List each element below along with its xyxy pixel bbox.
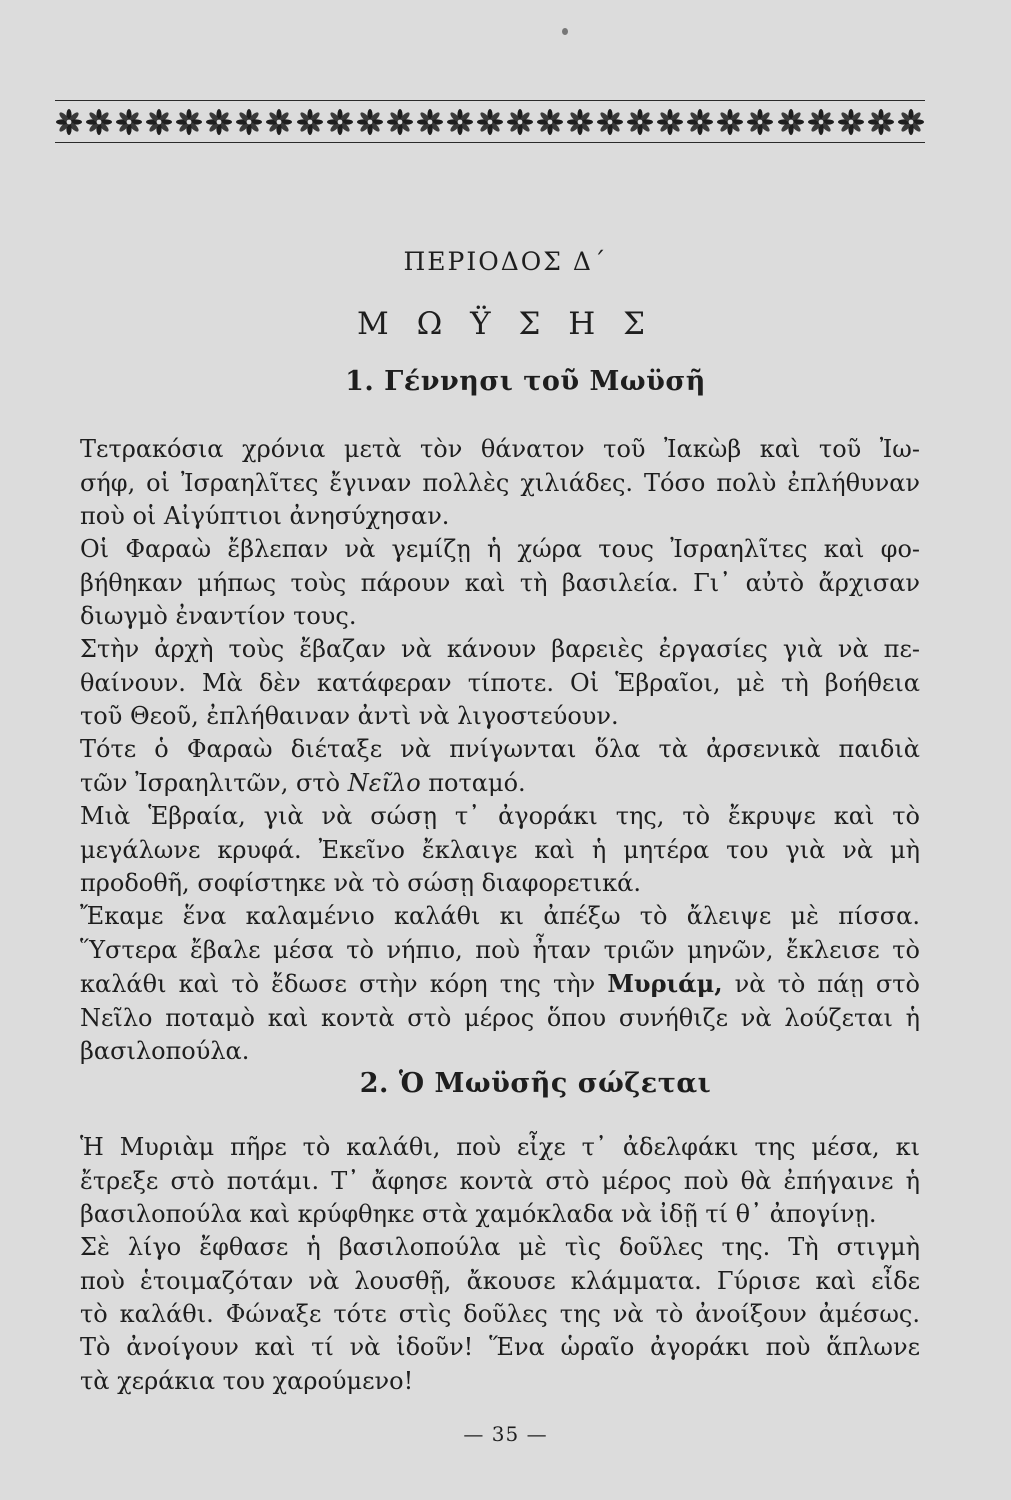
text-line: Στὴν ἀρχὴ τοὺς ἔβαζαν νὰ κάνουν βαρειὲς ἐργασίες γιὰ νὰ πε- bbox=[80, 635, 920, 663]
text-line: Σὲ λίγο ἔφθασε ἡ βασιλοπούλα μὲ τὶς δοῦλες της. Τὴ στιγμὴ bbox=[80, 1233, 920, 1261]
flower-ornament-icon bbox=[897, 108, 925, 136]
flower-ornament-icon bbox=[85, 108, 113, 136]
text-line: διωγμὸ ἐναντίον τους. bbox=[80, 602, 357, 630]
text-line: Οἱ Φαραὼ ἔβλεπαν νὰ γεμίζῃ ἡ χώρα τους Ἰσραηλῖτες καὶ φο- bbox=[80, 535, 920, 563]
flower-ornament-icon bbox=[716, 108, 744, 136]
flower-ornament-icon bbox=[837, 108, 865, 136]
text-line: τὰ χεράκια του χαρούμενο! bbox=[80, 1366, 414, 1395]
miriam-bold: Μυριάμ, bbox=[607, 969, 723, 998]
ornamental-header-band bbox=[55, 96, 925, 150]
flower-ornament-icon bbox=[175, 108, 203, 136]
paragraph-7 bbox=[80, 1131, 920, 1232]
flower-ornament-icon bbox=[115, 108, 143, 136]
flower-ornament-icon bbox=[596, 108, 624, 136]
paragraph-4 bbox=[80, 733, 920, 800]
ornament-flower-row bbox=[55, 105, 925, 139]
flower-ornament-icon bbox=[356, 108, 384, 136]
flower-ornament-icon bbox=[416, 108, 444, 136]
flower-ornament-icon bbox=[536, 108, 564, 136]
flower-ornament-icon bbox=[235, 108, 263, 136]
flower-ornament-icon bbox=[326, 108, 354, 136]
text-line: θαίνουν. Μὰ δὲν κατάφεραν τίποτε. Οἱ Ἑβραῖοι, μὲ τὴ βοήθεια bbox=[80, 668, 920, 697]
paragraph-6 bbox=[80, 900, 920, 1069]
text-line: προδοθῆ, σοφίστηκε νὰ τὸ σώσῃ διαφορετικά. bbox=[80, 869, 641, 897]
flower-ornament-icon bbox=[55, 108, 83, 136]
section-1-heading: 1. Γέννησι τοῦ Μωϋσῆ bbox=[345, 366, 706, 397]
text-line: ποὺ οἱ Αἰγύπτιοι ἀνησύχησαν. bbox=[80, 502, 450, 530]
paragraph-3 bbox=[80, 633, 920, 734]
text-segment: ποταμό. bbox=[420, 768, 526, 797]
flower-ornament-icon bbox=[746, 108, 774, 136]
chapter-title: Μ Ω Ϋ Σ Η Σ bbox=[356, 306, 655, 342]
text-line: Τότε ὁ Φαραὼ διέταξε νὰ πνίγωνται ὅλα τὰ ἀρσενικὰ παιδιὰ bbox=[80, 735, 920, 763]
text-line: μεγάλωνε κρυφά. Ἐκεῖνο ἔκλαιγε καὶ ἡ μητέρα του γιὰ νὰ μὴ bbox=[80, 835, 920, 864]
flower-ornament-icon bbox=[686, 108, 714, 136]
flower-ornament-icon bbox=[386, 108, 414, 136]
text-line: βήθηκαν μήπως τοὺς πάρουν καὶ τὴ βασιλεία. Γι᾽ αὐτὸ ἄρχισαν bbox=[80, 568, 920, 597]
page-number: — 35 — bbox=[463, 1422, 548, 1446]
text-line: ποὺ ἑτοιμαζόταν νὰ λουσθῇ, ἄκουσε κλάμματα. Γύρισε καὶ εἶδε bbox=[80, 1266, 920, 1295]
text-line: τὸ καλάθι. Φώναξε τότε στὶς δοῦλες της νὰ τὸ ἀνοίξουν ἀμέσως. bbox=[80, 1300, 920, 1328]
period-heading: ΠΕΡΙΟΔΟΣ Δ΄ bbox=[403, 247, 608, 276]
flower-ornament-icon bbox=[807, 108, 835, 136]
text-segment: καλάθι καὶ τὸ ἔδωσε στὴν κόρη της τὴν bbox=[80, 970, 608, 998]
flower-ornament-icon bbox=[476, 108, 504, 136]
flower-ornament-icon bbox=[296, 108, 324, 136]
nile-italic: Νεῖλο bbox=[347, 768, 421, 797]
text-line: Ἔκαμε ἕνα καλαμένιο καλάθι κι ἀπέξω τὸ ἄλειψε μὲ πίσσα. bbox=[80, 902, 920, 930]
text-line: Νεῖλο ποταμὸ καὶ κοντὰ στὸ μέρος ὅπου συνήθιζε νὰ λούζεται ἡ bbox=[80, 1003, 920, 1032]
paragraph-9 bbox=[80, 1331, 920, 1398]
text-line: ἔτρεξε στὸ ποτάμι. Τ᾽ ἄφησε κοντὰ στὸ μέρος ποὺ θὰ ἐπήγαινε ἡ bbox=[80, 1166, 920, 1195]
text-line: Ἡ Μυριὰμ πῆρε τὸ καλάθι, ποὺ εἶχε τ᾽ ἀδελφάκι της μέσα, κι bbox=[80, 1133, 920, 1161]
flower-ornament-icon bbox=[656, 108, 684, 136]
flower-ornament-icon bbox=[626, 108, 654, 136]
paragraph-1 bbox=[80, 433, 920, 534]
flower-ornament-icon bbox=[566, 108, 594, 136]
paragraph-8 bbox=[80, 1231, 920, 1332]
flower-ornament-icon bbox=[145, 108, 173, 136]
text-segment: τῶν Ἰσραηλιτῶν, στὸ bbox=[80, 768, 348, 797]
ornament-top-rule bbox=[55, 100, 925, 101]
flower-ornament-icon bbox=[265, 108, 293, 136]
text-line bbox=[80, 767, 920, 801]
paragraph-5 bbox=[80, 800, 920, 901]
text-line: Ὕστερα ἔβαλε μέσα τὸ νήπιο, ποὺ ἦταν τριῶν μηνῶν, ἔκλεισε τὸ bbox=[80, 935, 920, 964]
paper-speck bbox=[562, 28, 568, 35]
text-segment: νὰ τὸ πάῃ στὸ bbox=[722, 970, 920, 998]
flower-ornament-icon bbox=[867, 108, 895, 136]
flower-ornament-icon bbox=[205, 108, 233, 136]
text-line: σήφ, οἱ Ἰσραηλῖτες ἔγιναν πολλὲς χιλιάδες. Τόσο πολὺ ἐπλήθυναν bbox=[80, 468, 920, 497]
section-2-heading: 2. Ὁ Μωϋσῆς σώζεται bbox=[359, 1068, 712, 1099]
flower-ornament-icon bbox=[777, 108, 805, 136]
flower-ornament-icon bbox=[446, 108, 474, 136]
paragraph-2 bbox=[80, 533, 920, 634]
text-line: Τὸ ἀνοίγουν καὶ τί νὰ ἰδοῦν! Ἕνα ὡραῖο ἀγοράκι ποὺ ἅπλωνε bbox=[80, 1333, 920, 1361]
text-line: βασιλοπούλα. bbox=[80, 1037, 250, 1065]
text-line: Μιὰ Ἑβραία, γιὰ νὰ σώσῃ τ᾽ ἀγοράκι της, τὸ ἔκρυψε καὶ τὸ bbox=[80, 802, 920, 830]
text-line: τοῦ Θεοῦ, ἐπλήθαιναν ἀντὶ νὰ λιγοστεύουν. bbox=[80, 702, 619, 730]
flower-ornament-icon bbox=[506, 108, 534, 136]
text-line: Τετρακόσια χρόνια μετὰ τὸν θάνατον τοῦ Ἰακὼβ καὶ τοῦ Ἰω- bbox=[80, 435, 920, 463]
ornament-bottom-rule bbox=[55, 142, 925, 143]
text-line: βασιλοπούλα καὶ κρύφθηκε στὰ χαμόκλαδα νὰ ἰδῇ τί θ᾽ ἀπογίνῃ. bbox=[80, 1200, 877, 1228]
text-line bbox=[80, 967, 920, 1002]
